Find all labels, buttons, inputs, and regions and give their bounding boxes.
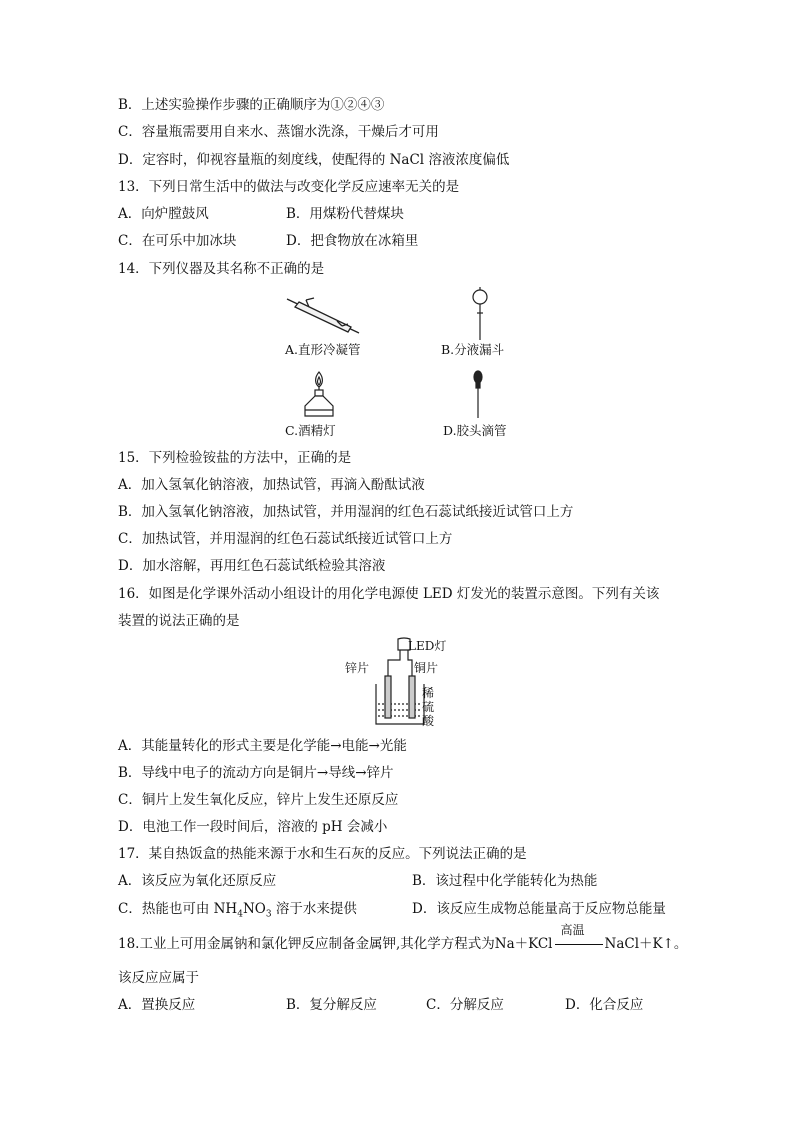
q13-option-a: A．向炉膛鼓风 — [118, 206, 209, 222]
q13-option-c: C．在可乐中加冰块 — [118, 233, 237, 249]
q18-option-c: C．分解反应 — [426, 997, 504, 1013]
q15-option-d: D．加水溶解，再用红色石蕊试纸检验其溶液 — [118, 558, 386, 574]
label-acid-2: 硫 — [422, 700, 435, 714]
q13-option-b: B．用煤粉代替煤块 — [286, 206, 404, 222]
label-led: LED灯 — [408, 639, 447, 653]
question-17: 17．某自热饭盒的热能来源于水和生石灰的反应。下列说法正确的是 — [118, 846, 527, 862]
question-14: 14．下列仪器及其名称不正确的是 — [118, 261, 325, 277]
q15-option-c: C．加热试管，并用湿润的红色石蕊试纸接近试管口上方 — [118, 531, 453, 547]
q18-option-a: A．置换反应 — [118, 997, 196, 1013]
q12-option-d: D．定容时，仰视容量瓶的刻度线，使配得的 NaCl 溶液浓度偏低 — [118, 152, 510, 168]
condenser-figure — [285, 295, 365, 337]
q18-option-d: D．化合反应 — [565, 997, 644, 1013]
label-copper: 铜片 — [414, 661, 439, 675]
caption-alcohol-lamp: C.酒精灯 — [285, 423, 336, 438]
question-13: 13．下列日常生活中的做法与改变化学反应速率无关的是 — [118, 179, 460, 195]
q17-option-d: D．该反应生成物总能量高于反应物总能量 — [412, 901, 666, 917]
q12-option-c: C．容量瓶需要用自来水、蒸馏水洗涤，干燥后才可用 — [118, 124, 439, 140]
q17-option-b: B．该过程中化学能转化为热能 — [412, 873, 598, 889]
q17-option-c: C．热能也可由 $NH_4NO_3$ 溶于水来提供 — [118, 901, 357, 920]
q16-option-a: A．其能量转化的形式主要是化学能→电能→光能 — [118, 738, 407, 754]
question-16-cont: 装置的说法正确的是 — [118, 613, 240, 629]
caption-funnel: B.分液漏斗 — [441, 342, 505, 357]
question-18: 18.工业上可用金属钠和氯化钾反应制备金属钾,其化学方程式为Na＋KCl 高温 NaCl＋K↑。 — [118, 923, 688, 952]
q17-option-a: A．该反应为氧化还原反应 — [118, 873, 277, 889]
q16-option-c: C．铜片上发生氧化反应，锌片上发生还原反应 — [118, 792, 399, 808]
q16-option-d: D．电池工作一段时间后，溶液的 pH 会减小 — [118, 819, 388, 835]
label-zinc: 锌片 — [345, 661, 370, 675]
question-18-cont: 该反应应属于 — [118, 970, 199, 986]
alcohol-lamp-figure — [297, 370, 341, 420]
q15-option-a: A．加入氢氧化钠溶液，加热试管，再滴入酚酞试液 — [118, 477, 425, 493]
question-16: 16．如图是化学课外活动小组设计的用化学电源使 LED 灯发光的装置示意图。下列有关该 — [118, 586, 660, 602]
caption-condenser: A.直形冷凝管 — [285, 342, 361, 357]
question-15: 15．下列检验铵盐的方法中，正确的是 — [118, 450, 352, 466]
dropper-figure — [470, 370, 486, 420]
caption-dropper: D.胶头滴管 — [443, 423, 507, 438]
q15-option-b: B．加入氢氧化钠溶液，加热试管，并用湿润的红色石蕊试纸接近试管口上方 — [118, 504, 574, 520]
q13-option-d: D．把食物放在冰箱里 — [286, 233, 419, 249]
label-acid-3: 酸 — [422, 714, 435, 728]
q18-option-b: B．复分解反应 — [286, 997, 377, 1013]
separatory-funnel-figure — [468, 286, 492, 342]
q12-option-b: B．上述实验操作步骤的正确顺序为①②④③ — [118, 97, 385, 113]
reaction-condition: 高温 — [560, 923, 585, 937]
label-acid-1: 稀 — [422, 686, 435, 700]
q16-option-b: B．导线中电子的流动方向是铜片→导线→锌片 — [118, 765, 394, 781]
